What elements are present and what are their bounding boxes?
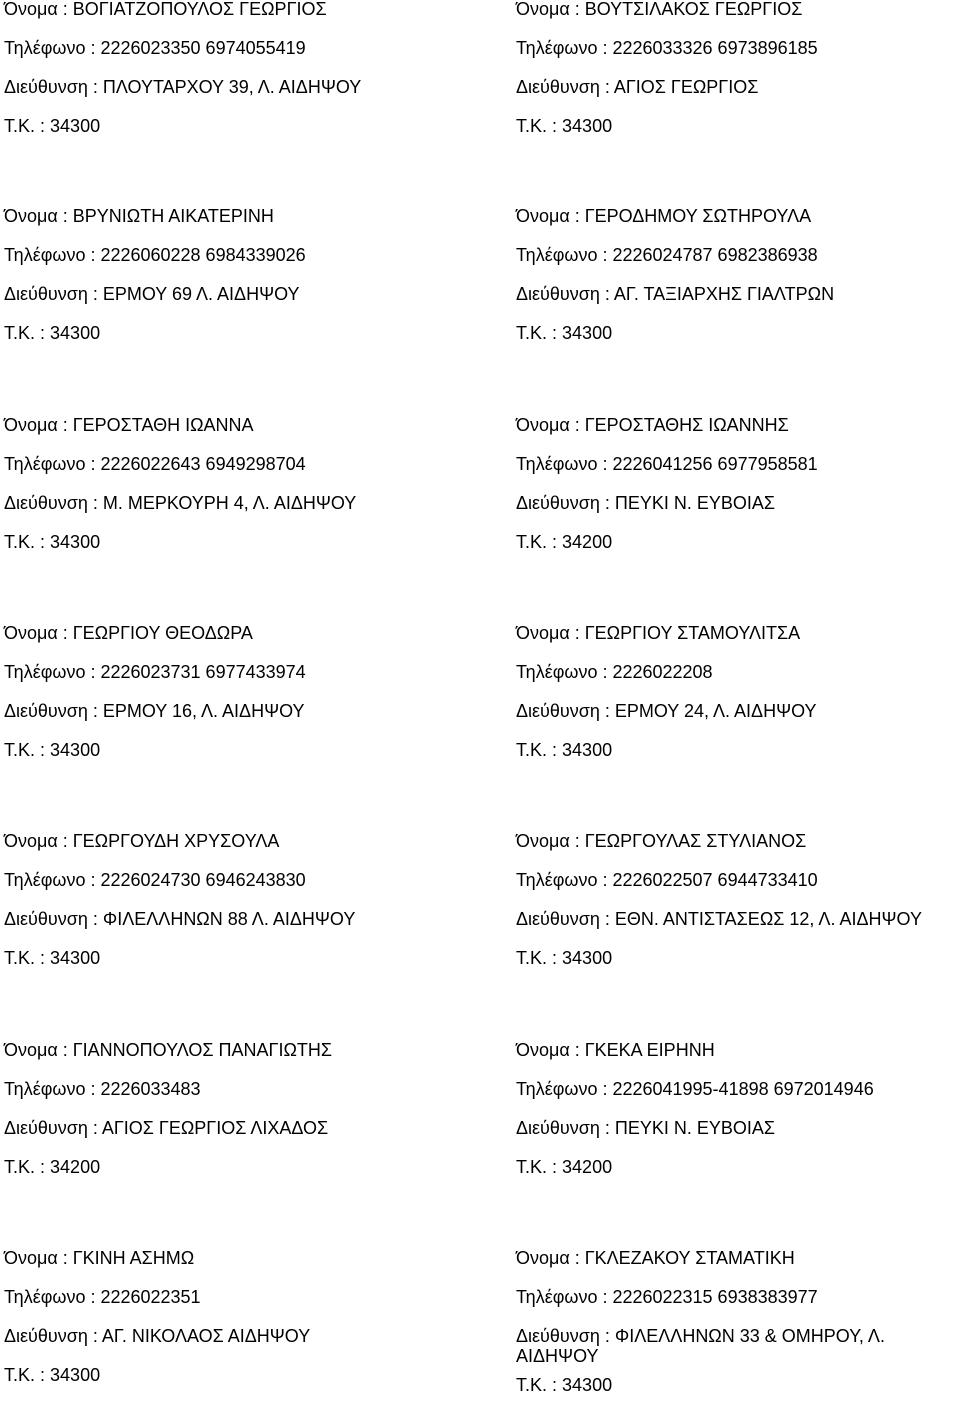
phone-line: Τηλέφωνο : 2226041256 6977958581 [516,454,818,474]
phone-line: Τηλέφωνο : 2226022315 6938383977 [516,1287,818,1307]
contact-name: ΓΕΡΟΣΤΑΘΗΣ ΙΩΑΝΝΗΣ [584,415,789,435]
contact-postal: 34200 [562,532,613,552]
address-line: Διεύθυνση : ΕΡΜΟΥ 69 Λ. ΑΙΔΗΨΟΥ [4,284,300,304]
contact-name: ΓΚΕΚΑ ΕΙΡΗΝΗ [584,1040,715,1060]
contact-name: ΓΕΩΡΓΟΥΛΑΣ ΣΤΥΛΙΑΝΟΣ [584,831,807,851]
contact-phone: 2226022208 [612,662,713,682]
name-line: Όνομα : ΓΕΡΟΣΤΑΘΗ ΙΩΑΝΝΑ [4,415,254,435]
phone-line: Τηλέφωνο : 2226033483 [4,1079,201,1099]
contact-phone: 2226022351 [100,1287,201,1307]
address-line: Διεύθυνση : ΠΛΟΥΤΑΡΧΟΥ 39, Λ. ΑΙΔΗΨΟΥ [4,77,362,97]
contact-entry [4,197,454,353]
phone-line: Τηλέφωνο : 2226022351 [4,1287,201,1307]
name-line: Όνομα : ΓΚΙΝΗ ΑΣΗΜΩ [4,1248,195,1268]
contact-name: ΓΚΛΕΖΑΚΟΥ ΣΤΑΜΑΤΙΚΗ [584,1248,795,1268]
contact-postal: 34300 [562,948,613,968]
contact-entry [4,614,454,770]
contact-postal: 34300 [562,1375,613,1395]
address-line: Διεύθυνση : ΑΓΙΟΣ ΓΕΩΡΓΙΟΣ ΛΙΧΑΔΟΣ [4,1118,329,1138]
name-line: Όνομα : ΓΚΕΚΑ ΕΙΡΗΝΗ [516,1040,715,1060]
postal-line: Τ.Κ. : 34300 [4,740,101,760]
phone-line: Τηλέφωνο : 2226022208 [516,662,713,682]
name-line: Όνομα : ΓΙΑΝΝΟΠΟΥΛΟΣ ΠΑΝΑΓΙΩΤΗΣ [4,1040,333,1060]
contact-name: ΓΕΩΡΓΟΥΔΗ ΧΡΥΣΟΥΛΑ [72,831,280,851]
contact-postal: 34300 [50,740,101,760]
contact-address: ΑΓ. ΤΑΞΙΑΡΧΗΣ ΓΙΑΛΤΡΩΝ [613,284,835,304]
contact-phone: 2226033483 [100,1079,201,1099]
contact-phone: 2226033326 6973896185 [612,38,818,58]
contact-address: ΕΡΜΟΥ 69 Λ. ΑΙΔΗΨΟΥ [102,284,300,304]
contact-name: ΓΕΩΡΓΙΟΥ ΘΕΟΔΩΡΑ [72,623,253,643]
contact-postal: 34300 [50,532,101,552]
phone-line: Τηλέφωνο : 2226022643 6949298704 [4,454,306,474]
address-line: Διεύθυνση : ΕΘΝ. ΑΝΤΙΣΤΑΣΕΩΣ 12, Λ. ΑΙΔΗΨΟΥ [516,909,922,929]
contact-address: ΦΙΛΕΛΛΗΝΩΝ 88 Λ. ΑΙΔΗΨΟΥ [102,909,356,929]
contact-postal: 34200 [562,1157,613,1177]
contact-phone: 2226041995-41898 6972014946 [612,1079,874,1099]
phone-line: Τηλέφωνο : 2226041995-41898 6972014946 [516,1079,874,1099]
contact-entry [4,1031,454,1187]
name-line: Όνομα : ΓΕΩΡΓΟΥΛΑΣ ΣΤΥΛΙΑΝΟΣ [516,831,807,851]
contact-entry [4,0,454,146]
name-line: Όνομα : ΓΕΩΡΓΙΟΥ ΘΕΟΔΩΡΑ [4,623,253,643]
contact-name: ΓΕΡΟΣΤΑΘΗ ΙΩΑΝΝΑ [72,415,254,435]
postal-line: Τ.Κ. : 34300 [4,948,101,968]
contact-postal: 34300 [562,116,613,136]
contact-phone: 2226022507 6944733410 [612,870,818,890]
contact-entry [4,406,454,562]
contact-address: ΕΘΝ. ΑΝΤΙΣΤΑΣΕΩΣ 12, Λ. ΑΙΔΗΨΟΥ [614,909,922,929]
contact-address: ΑΓΙΟΣ ΓΕΩΡΓΙΟΣ [613,77,759,97]
contact-address: Μ. ΜΕΡΚΟΥΡΗ 4, Λ. ΑΙΔΗΨΟΥ [102,493,357,513]
postal-line: Τ.Κ. : 34200 [516,532,613,552]
postal-line: Τ.Κ. : 34300 [4,116,101,136]
name-line: Όνομα : ΓΕΡΟΔΗΜΟΥ ΣΩΤΗΡΟΥΛΑ [516,206,812,226]
contact-address: ΠΛΟΥΤΑΡΧΟΥ 39, Λ. ΑΙΔΗΨΟΥ [102,77,362,97]
contact-phone: 2226022315 6938383977 [612,1287,818,1307]
contact-entry [516,822,960,978]
contact-phone: 2226041256 6977958581 [612,454,818,474]
name-line: Όνομα : ΓΚΛΕΖΑΚΟΥ ΣΤΑΜΑΤΙΚΗ [516,1248,795,1268]
contact-phone: 2226060228 6984339026 [100,245,306,265]
name-line: Όνομα : ΒΟΓΙΑΤΖΟΠΟΥΛΟΣ ΓΕΩΡΓΙΟΣ [4,0,327,19]
address-line: Διεύθυνση : ΑΓΙΟΣ ΓΕΩΡΓΙΟΣ [516,77,759,97]
postal-line: Τ.Κ. : 34200 [4,1157,101,1177]
name-line: Όνομα : ΓΕΩΡΓΙΟΥ ΣΤΑΜΟΥΛΙΤΣΑ [516,623,801,643]
address-line: Διεύθυνση : ΠΕΥΚΙ Ν. ΕΥΒΟΙΑΣ [516,493,776,513]
contact-phone: 2226023731 6977433974 [100,662,306,682]
address-line: Διεύθυνση : ΦΙΛΕΛΛΗΝΩΝ 88 Λ. ΑΙΔΗΨΟΥ [4,909,356,929]
contact-entry [4,1239,454,1395]
postal-line: Τ.Κ. : 34300 [516,948,613,968]
contact-name: ΓΙΑΝΝΟΠΟΥΛΟΣ ΠΑΝΑΓΙΩΤΗΣ [72,1040,333,1060]
contact-name: ΒΡΥΝΙΩΤΗ ΑΙΚΑΤΕΡΙΝΗ [72,206,274,226]
contact-name: ΓΕΩΡΓΙΟΥ ΣΤΑΜΟΥΛΙΤΣΑ [584,623,801,643]
postal-line: Τ.Κ. : 34300 [4,532,101,552]
postal-line: Τ.Κ. : 34300 [516,323,613,343]
phone-line: Τηλέφωνο : 2226024730 6946243830 [4,870,306,890]
contact-postal: 34300 [50,1365,101,1385]
contact-phone: 2226024730 6946243830 [100,870,306,890]
contact-postal: 34300 [562,740,613,760]
postal-line: Τ.Κ. : 34300 [516,1375,613,1395]
name-line: Όνομα : ΒΡΥΝΙΩΤΗ ΑΙΚΑΤΕΡΙΝΗ [4,206,274,226]
contact-address: ΠΕΥΚΙ Ν. ΕΥΒΟΙΑΣ [614,1118,776,1138]
contact-postal: 34300 [50,323,101,343]
contact-phone: 2226023350 6974055419 [100,38,306,58]
phone-line: Τηλέφωνο : 2226024787 6982386938 [516,245,818,265]
address-line: Διεύθυνση : ΕΡΜΟΥ 16, Λ. ΑΙΔΗΨΟΥ [4,701,305,721]
phone-line: Τηλέφωνο : 2226022507 6944733410 [516,870,818,890]
address-line: Διεύθυνση : Μ. ΜΕΡΚΟΥΡΗ 4, Λ. ΑΙΔΗΨΟΥ [4,493,357,513]
address-line: Διεύθυνση : ΑΓ. ΤΑΞΙΑΡΧΗΣ ΓΙΑΛΤΡΩΝ [516,284,835,304]
contact-entry [516,0,960,146]
contact-name: ΒΟΓΙΑΤΖΟΠΟΥΛΟΣ ΓΕΩΡΓΙΟΣ [72,0,327,19]
contact-postal: 34300 [562,323,613,343]
contact-postal: 34300 [50,948,101,968]
postal-line: Τ.Κ. : 34200 [516,1157,613,1177]
contact-address: ΕΡΜΟΥ 24, Λ. ΑΙΔΗΨΟΥ [614,701,817,721]
contact-postal: 34300 [50,116,101,136]
postal-line: Τ.Κ. : 34300 [4,323,101,343]
contact-entry [516,406,960,562]
contact-address: ΕΡΜΟΥ 16, Λ. ΑΙΔΗΨΟΥ [102,701,305,721]
address-line: Διεύθυνση : ΕΡΜΟΥ 24, Λ. ΑΙΔΗΨΟΥ [516,701,817,721]
contact-entry [516,1239,960,1405]
contact-address: ΦΙΛΕΛΛΗΝΩΝ 33 & ΟΜΗΡΟΥ, Λ. ΑΙΔΗΨΟΥ [516,1326,885,1366]
contact-address: ΑΓ. ΝΙΚΟΛΑΟΣ ΑΙΔΗΨΟΥ [101,1326,311,1346]
phone-line: Τηλέφωνο : 2226023731 6977433974 [4,662,306,682]
contact-entry [4,822,454,978]
name-line: Όνομα : ΓΕΡΟΣΤΑΘΗΣ ΙΩΑΝΝΗΣ [516,415,789,435]
postal-line: Τ.Κ. : 34300 [516,740,613,760]
address-line: Διεύθυνση : ΦΙΛΕΛΛΗΝΩΝ 33 & ΟΜΗΡΟΥ, Λ. ΑΙΔΗΨΟΥ [516,1326,885,1366]
address-line: Διεύθυνση : ΑΓ. ΝΙΚΟΛΑΟΣ ΑΙΔΗΨΟΥ [4,1326,311,1346]
name-line: Όνομα : ΒΟΥΤΣΙΛΑΚΟΣ ΓΕΩΡΓΙΟΣ [516,0,803,19]
contact-name: ΒΟΥΤΣΙΛΑΚΟΣ ΓΕΩΡΓΙΟΣ [584,0,803,19]
postal-line: Τ.Κ. : 34300 [516,116,613,136]
contact-address: ΑΓΙΟΣ ΓΕΩΡΓΙΟΣ ΛΙΧΑΔΟΣ [101,1118,329,1138]
contact-address: ΠΕΥΚΙ Ν. ΕΥΒΟΙΑΣ [614,493,776,513]
postal-line: Τ.Κ. : 34300 [4,1365,101,1385]
phone-line: Τηλέφωνο : 2226023350 6974055419 [4,38,306,58]
contact-name: ΓΕΡΟΔΗΜΟΥ ΣΩΤΗΡΟΥΛΑ [584,206,812,226]
contact-entry [516,614,960,770]
contact-phone: 2226022643 6949298704 [100,454,306,474]
name-line: Όνομα : ΓΕΩΡΓΟΥΔΗ ΧΡΥΣΟΥΛΑ [4,831,280,851]
contact-name: ΓΚΙΝΗ ΑΣΗΜΩ [72,1248,195,1268]
contact-postal: 34200 [50,1157,101,1177]
contact-entry [516,197,960,353]
phone-line: Τηλέφωνο : 2226060228 6984339026 [4,245,306,265]
phone-line: Τηλέφωνο : 2226033326 6973896185 [516,38,818,58]
contact-phone: 2226024787 6982386938 [612,245,818,265]
contact-entry [516,1031,960,1187]
address-line: Διεύθυνση : ΠΕΥΚΙ Ν. ΕΥΒΟΙΑΣ [516,1118,776,1138]
